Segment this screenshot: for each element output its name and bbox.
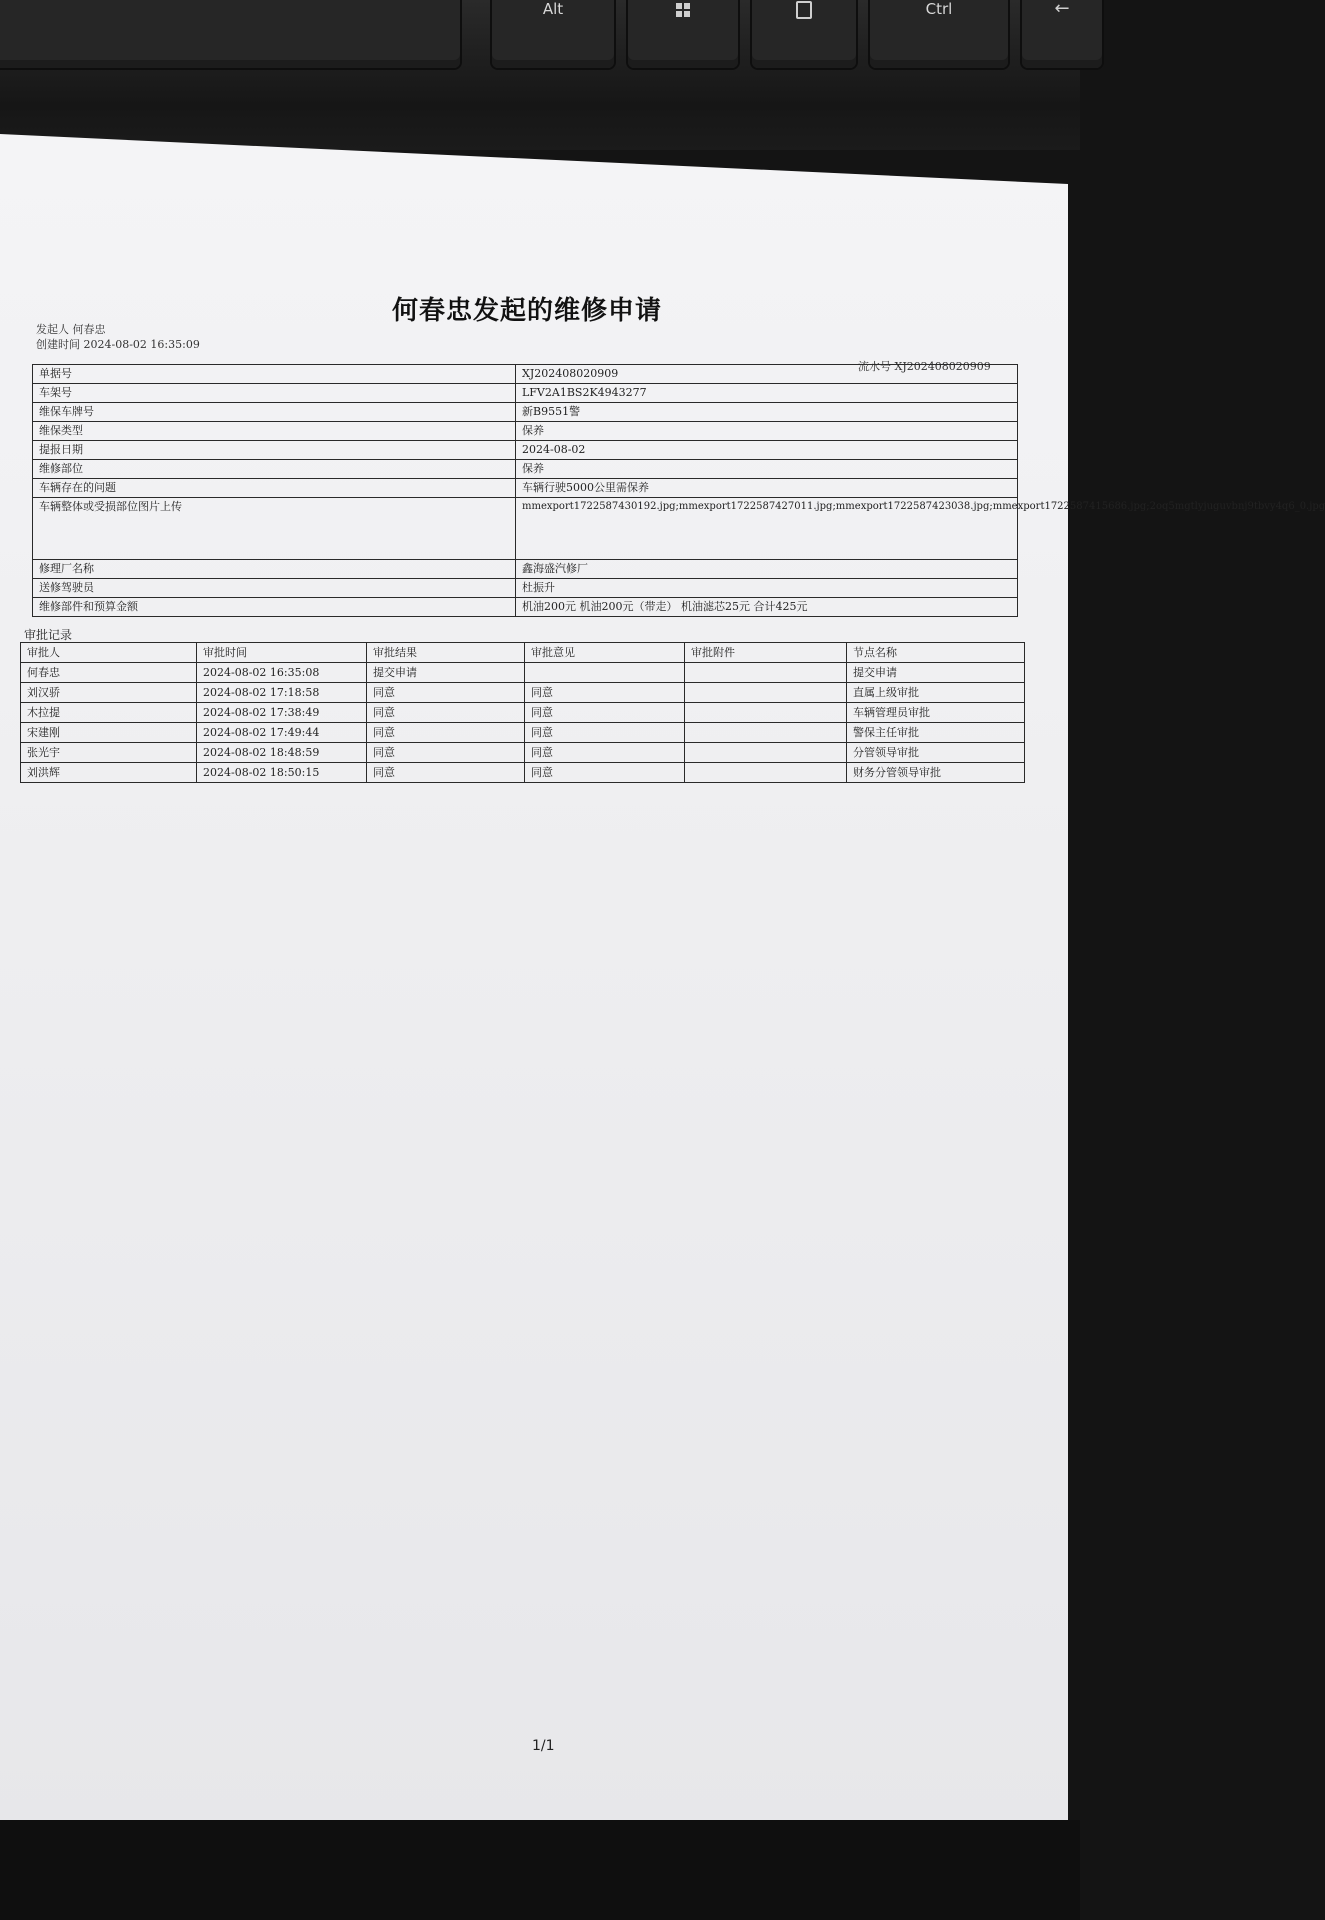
page-indicator: 1/1	[532, 1738, 555, 1754]
field-value: 杜振升	[516, 579, 1018, 598]
keyboard-key-alt	[492, 0, 614, 68]
field-value: 鑫海盛汽修厂	[516, 560, 1018, 579]
table-cell: 木拉提	[21, 703, 197, 723]
table-cell: 同意	[367, 703, 525, 723]
table-cell: 同意	[367, 763, 525, 783]
table-cell: 同意	[525, 743, 685, 763]
field-row	[33, 479, 1018, 498]
table-cell: 直属上级审批	[847, 683, 1025, 703]
serial-number: 流水号 XJ202408020909	[858, 360, 991, 373]
field-row	[33, 560, 1018, 579]
table-cell: 2024-08-02 17:49:44	[197, 723, 367, 743]
table-cell: 警保主任审批	[847, 723, 1025, 743]
keyboard-key-arrow	[1022, 0, 1102, 68]
table-cell: 提交申请	[847, 663, 1025, 683]
table-cell: 车辆管理员审批	[847, 703, 1025, 723]
table-cell: 同意	[367, 683, 525, 703]
table-cell: 分管领导审批	[847, 743, 1025, 763]
field-label: 维修部位	[33, 460, 516, 479]
table-cell	[525, 663, 685, 683]
table-cell: 提交申请	[367, 663, 525, 683]
records-column-header: 审批人	[21, 643, 197, 663]
field-row	[33, 598, 1018, 617]
table-row	[21, 763, 1025, 783]
field-label: 维修部件和预算金额	[33, 598, 516, 617]
table-cell: 2024-08-02 16:35:08	[197, 663, 367, 683]
document-title: 何春忠发起的维修申请	[392, 296, 663, 326]
field-label: 提报日期	[33, 441, 516, 460]
field-row	[33, 422, 1018, 441]
field-row	[33, 384, 1018, 403]
table-cell	[685, 763, 847, 783]
table-cell: 同意	[367, 723, 525, 743]
field-value: 保养	[516, 422, 1018, 441]
keyboard-key-menu	[752, 0, 856, 68]
table-cell: 同意	[525, 703, 685, 723]
table-cell: 同意	[525, 683, 685, 703]
document-meta	[36, 322, 200, 352]
table-cell: 刘洪辉	[21, 763, 197, 783]
table-cell: 2024-08-02 18:48:59	[197, 743, 367, 763]
table-cell	[685, 703, 847, 723]
field-row	[33, 460, 1018, 479]
field-value: 保养	[516, 460, 1018, 479]
field-label: 车架号	[33, 384, 516, 403]
field-label: 单据号	[33, 365, 516, 384]
alt-key-label: Alt	[542, 0, 564, 18]
table-cell	[685, 663, 847, 683]
records-column-header: 审批结果	[367, 643, 525, 663]
records-column-header: 审批意见	[525, 643, 685, 663]
table-cell: 刘汉骄	[21, 683, 197, 703]
field-value: mmexport1722587430192.jpg;mmexport1722587427011.jpg;mmexport1722587423038.jpg;mmexport1722587415686.jpg;2oq5mgtlyjuguvbnj9tbvy4q6_0.jpg	[516, 498, 1018, 560]
records-column-header: 审批附件	[685, 643, 847, 663]
field-label: 维保车牌号	[33, 403, 516, 422]
records-section-title: 审批记录	[24, 628, 73, 642]
ctrl-key-label: Ctrl	[925, 0, 953, 18]
field-value: LFV2A1BS2K4943277	[516, 384, 1018, 403]
field-row	[33, 579, 1018, 598]
menu-key-icon	[796, 1, 812, 19]
table-cell	[685, 743, 847, 763]
arrow-left-icon: ←	[1054, 0, 1070, 19]
table-row	[21, 723, 1025, 743]
table-cell: 同意	[367, 743, 525, 763]
field-row	[33, 403, 1018, 422]
field-value: XJ202408020909	[516, 365, 1018, 384]
table-cell	[685, 683, 847, 703]
field-value: 2024-08-02	[516, 441, 1018, 460]
table-cell: 财务分管领导审批	[847, 763, 1025, 783]
table-row	[21, 663, 1025, 683]
table-row	[21, 703, 1025, 723]
table-cell: 2024-08-02 17:18:58	[197, 683, 367, 703]
field-label: 车辆存在的问题	[33, 479, 516, 498]
field-value: 新B9551警	[516, 403, 1018, 422]
field-label: 送修驾驶员	[33, 579, 516, 598]
table-cell: 同意	[525, 723, 685, 743]
field-value: 车辆行驶5000公里需保养	[516, 479, 1018, 498]
windows-icon	[676, 3, 690, 17]
field-label: 维保类型	[33, 422, 516, 441]
table-cell: 张光宇	[21, 743, 197, 763]
application-fields-table	[32, 364, 1325, 617]
field-row	[33, 498, 1018, 560]
created-time-line: 创建时间 2024-08-02 16:35:09	[36, 338, 200, 351]
table-cell: 宋建刚	[21, 723, 197, 743]
keyboard-key-windows	[628, 0, 738, 68]
table-cell: 2024-08-02 17:38:49	[197, 703, 367, 723]
field-row	[33, 441, 1018, 460]
field-label: 修理厂名称	[33, 560, 516, 579]
table-cell: 2024-08-02 18:50:15	[197, 763, 367, 783]
desk-surface	[0, 1820, 1080, 1920]
field-value: 机油200元 机油200元（带走） 机油滤芯25元 合计425元	[516, 598, 1018, 617]
records-column-header: 节点名称	[847, 643, 1025, 663]
keyboard	[0, 0, 1080, 150]
field-row	[33, 365, 1018, 384]
table-row	[21, 683, 1025, 703]
table-row	[21, 743, 1025, 763]
field-label: 车辆整体或受损部位图片上传	[33, 498, 516, 560]
records-column-header: 审批时间	[197, 643, 367, 663]
keyboard-key-space	[0, 0, 460, 68]
table-cell	[685, 723, 847, 743]
table-cell: 何春忠	[21, 663, 197, 683]
table-cell: 同意	[525, 763, 685, 783]
approval-records-table	[20, 642, 1025, 783]
initiator-line: 发起人 何春忠	[36, 323, 106, 336]
keyboard-key-ctrl	[870, 0, 1008, 68]
